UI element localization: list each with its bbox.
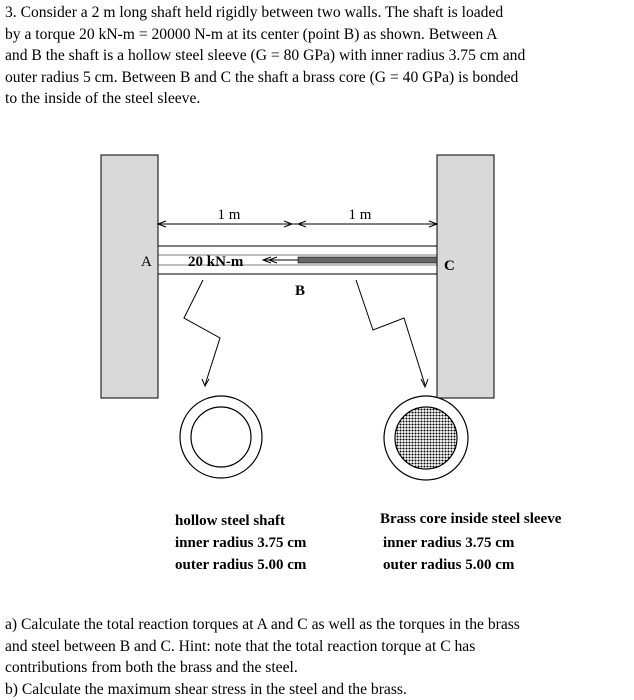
label-b: B	[295, 283, 306, 299]
torque-arrow	[263, 257, 298, 263]
brass-core-segment	[298, 257, 437, 263]
question-line: contributions from both the brass and the steel.	[5, 659, 298, 677]
hollow-title: hollow steel shaft	[175, 513, 285, 529]
dimension-left: 1 m	[217, 207, 241, 223]
dimension-line	[158, 221, 437, 227]
problem-line: by a torque 20 kN-m = 20000 N-m at its center (point B) as shown. Between A	[5, 25, 498, 43]
brass-title: Brass core inside steel sleeve	[380, 511, 562, 527]
label-c: C	[444, 258, 455, 274]
hollow-outer: outer radius 5.00 cm	[175, 557, 307, 573]
hollow-inner: inner radius 3.75 cm	[175, 535, 307, 551]
dimension-right: 1 m	[348, 207, 372, 223]
question-line: b) Calculate the maximum shear stress in the steel and the brass.	[5, 680, 407, 698]
problem-line: outer radius 5 cm. Between B and C the shaft a brass core (G = 40 GPa) is bonded	[5, 68, 519, 86]
questions	[5, 614, 631, 700]
brass-outer: outer radius 5.00 cm	[383, 557, 515, 573]
leader-right	[356, 280, 428, 387]
problem-line: to the inside of the steel sleeve.	[5, 90, 201, 108]
leader-left	[184, 280, 220, 386]
label-a: A	[141, 254, 152, 270]
brass-core-section	[384, 396, 468, 480]
torque-label: 20 kN-m	[188, 254, 244, 270]
right-wall	[437, 155, 494, 398]
question-line: and steel between B and C. Hint: note that the total reaction torque at C has	[5, 637, 476, 655]
problem-line: 3. Consider a 2 m long shaft held rigidly between two walls. The shaft is loaded	[5, 4, 504, 21]
brass-inner: inner radius 3.75 cm	[383, 535, 515, 551]
question-line: a) Calculate the total reaction torques at A and C as well as the torques in the brass	[5, 616, 520, 633]
left-wall	[101, 155, 158, 398]
hollow-steel-section	[180, 396, 262, 478]
problem-line: and B the shaft is a hollow steel sleeve (G = 80 GPa) with inner radius 3.75 cm and	[5, 47, 526, 65]
